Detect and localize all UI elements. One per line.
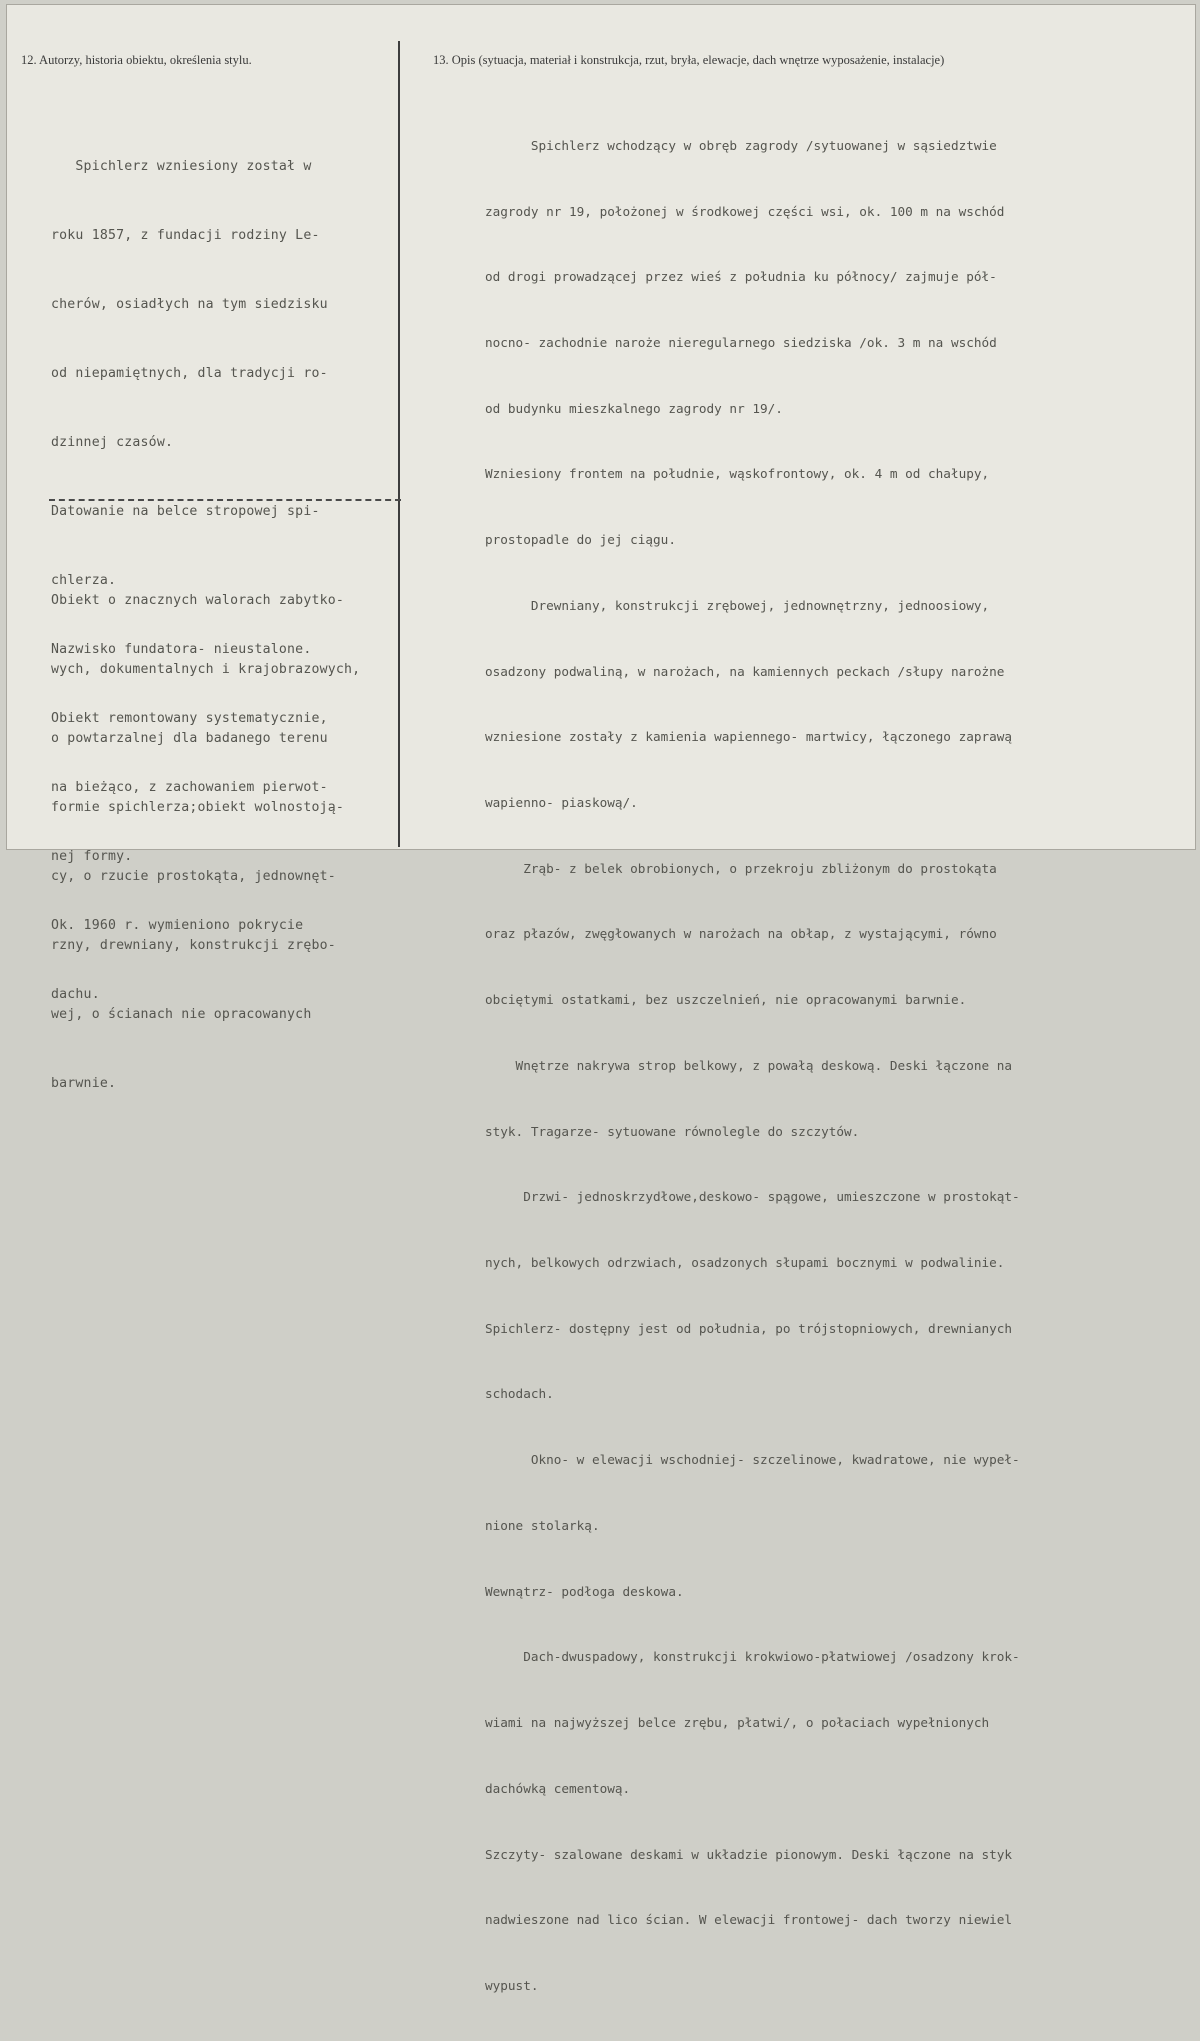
text-line: chlerza. [51,573,117,588]
text-line: Spichlerz wchodzący w obręb zagrody /sytuowanej w sąsiedztwie [485,137,997,153]
text-line: nione stolarką. [485,1517,600,1533]
text-line: Wnętrze nakrywa strop belkowy, z powałą deskową. Deski łączone na [485,1057,1013,1073]
text-line: Wzniesiony frontem na południe, wąskofrontowy, ok. 4 m od chałupy, [485,466,990,482]
text-line: od drogi prowadzącej przez wieś z południa ku północy/ zajmuje pół- [485,269,997,285]
text-line: schodach. [485,1386,554,1402]
text-line: o powtarzalnej dla badanego terenu [51,731,328,746]
text-line: wapienno- piaskową/. [485,795,638,810]
text-line: wej, o ścianach nie opracowanych [51,1007,312,1022]
text-line: rzny, drewniany, konstrukcji zrębo- [51,938,336,953]
text-line: nadwieszone nad lico ścian. W elewacji frontowej- dach tworzy niewiel [485,1912,1013,1928]
text-line: wzniesione zostały z kamienia wapiennego- martwicy, łączonego zaprawą [485,729,1013,745]
text-line: Ok. 1960 r. wymieniono pokrycie [51,918,304,933]
text-line: Zrąb- z belek obrobionych, o przekroju zbliżonym do prostokąta [485,860,997,876]
text-line: cy, o rzucie prostokąta, jednownęt- [51,869,336,884]
text-line: Obiekt remontowany systematycznie, [51,711,328,726]
assessment-text [51,543,360,1141]
text-line: Spichlerz wzniesiony został w [51,159,312,174]
text-line: roku 1857, z fundacji rodziny Le- [51,228,320,243]
text-line: barwnie. [51,1076,117,1091]
text-line: Nazwisko fundatora- nieustalone. [51,642,312,657]
text-line: zagrody nr 19, położonej w środkowej części wsi, ok. 100 m na wschód [485,203,1005,219]
separator-rule [49,499,401,501]
text-line: nych, belkowych odrzwiach, osadzonych słupami bocznymi w podwalinie. [485,1255,1005,1271]
text-line: formie spichlerza;obiekt wolnostoją- [51,800,345,815]
text-line: oraz płazów, zwęgłowanych w narożach na obłap, z wystającymi, równo [485,926,997,942]
section-12-header: 12. Autorzy, historia obiektu, określenia stylu. [21,53,252,67]
text-line: cherów, osiadłych na tym siedzisku [51,297,328,312]
text-line: Spichlerz- dostępny jest od południa, po trójstopniowych, drewnianych [485,1320,1013,1336]
text-line: Okno- w elewacji wschodniej- szczelinowe, kwadratowe, nie wypeł- [485,1452,1020,1468]
text-line: Dach-dwuspadowy, konstrukcji krokwiowo-płatwiowej /osadzony krok- [485,1649,1020,1665]
text-line: od budynku mieszkalnego zagrody nr 19/. [485,400,783,416]
text-line: na bieżąco, z zachowaniem pierwot- [51,780,328,795]
text-line: wypust. [485,1977,539,1993]
text-line: obciętymi ostatkami, bez uszczelnień, nie opracowanymi barwnie. [485,992,967,1008]
text-line: Szczyty- szalowane deskami w układzie pionowym. Deski łączone na styk [485,1846,1013,1862]
text-line: wiami na najwyższej belce zrębu, płatwi/, o połaciach wypełnionych [485,1715,990,1731]
text-line: wych, dokumentalnych i krajobrazowych, [51,662,361,677]
section-13-header: 13. Opis (sytuacja, materiał i konstrukcja, rzut, bryła, elewacje, dach wnętrze wyposażenie, instalacje) [433,53,945,67]
text-line: dzinnej czasów. [51,435,174,450]
text-line: dachówką cementową. [485,1780,631,1796]
text-line: Drzwi- jednoskrzydłowe,deskowo- spągowe, umieszczone w prostokąt- [485,1189,1020,1205]
text-line: nej formy. [51,849,133,864]
text-line: Datowanie na belce stropowej spi- [51,504,320,519]
text-line: osadzony podwaliną, w narożach, na kamiennych peckach /słupy narożne [485,663,1005,679]
text-line: styk. Tragarze- sytuowane równolegle do szczytów. [485,1123,860,1139]
text-line: prostopadle do jej ciągu. [485,532,676,548]
text-line: Wewnątrz- podłoga deskowa. [485,1583,684,1599]
record-card [6,4,1196,1993]
text-line: od niepamiętnych, dla tradycji ro- [51,366,328,381]
text-line: nocno- zachodnie naroże nieregularnego siedziska /ok. 3 m na wschód [485,334,997,350]
column-divider [398,41,400,847]
text-line: Drewniany, konstrukcji zrębowej, jednownętrzny, jednoosiowy, [485,597,990,613]
text-line: dachu. [51,987,100,1002]
text-line: Obiekt o znacznych walorach zabytko- [51,593,345,608]
description-text [485,91,1020,2041]
